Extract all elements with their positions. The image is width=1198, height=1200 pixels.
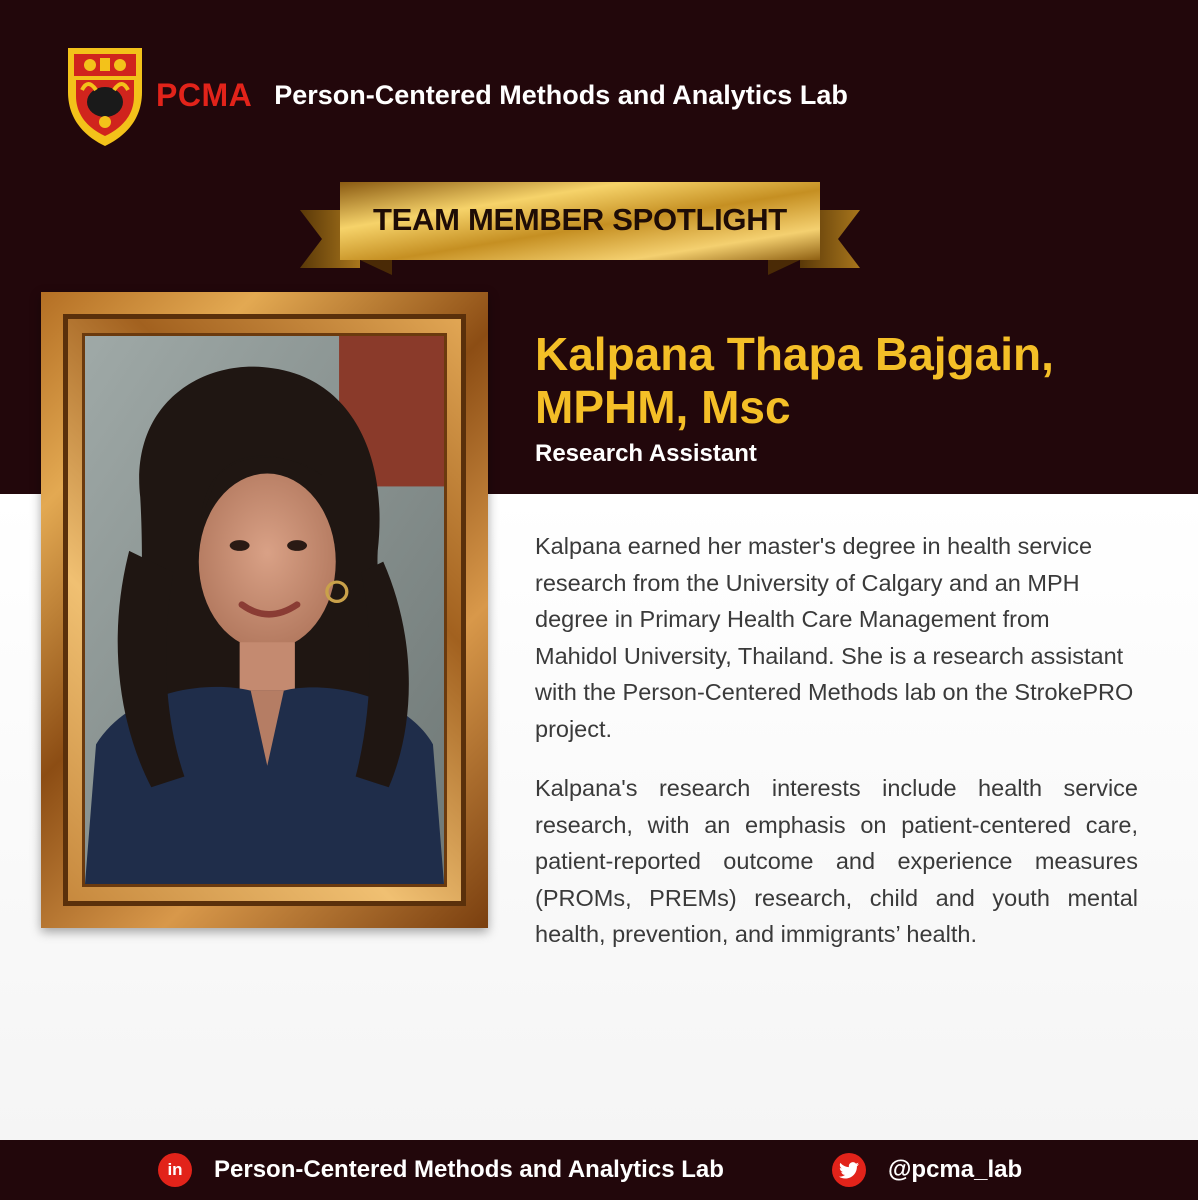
member-role: Research Assistant bbox=[535, 440, 757, 467]
twitter-label: @pcma_lab bbox=[888, 1156, 1023, 1183]
picture-frame bbox=[41, 292, 488, 928]
footer bbox=[0, 1140, 1198, 1200]
member-name-line1: Kalpana Thapa Bajgain, bbox=[535, 328, 1054, 380]
member-name bbox=[535, 328, 1155, 434]
linkedin-link[interactable] bbox=[158, 1140, 724, 1200]
linkedin-icon: in bbox=[158, 1153, 192, 1187]
bio-paragraph-2: Kalpana's research interests include health service research, with an emphasis on patient-centered care, patient-reported outcome and experience measures (PROMs, PREMs) research, child and youth mental health, prevention, and immigrants’ health. bbox=[535, 775, 1138, 947]
portrait-photo bbox=[82, 333, 447, 887]
linkedin-label: Person-Centered Methods and Analytics Lab bbox=[214, 1156, 724, 1183]
member-name-line2: MPHM, Msc bbox=[535, 381, 791, 433]
bio-paragraph-1: Kalpana earned her master's degree in health service research from the University of Calgary and an MPH degree in Primary Health Care Management from Mahidol University, Thailand. She is a research assistant with the Person-Centered Methods lab on the StrokePRO project. bbox=[535, 533, 1134, 742]
lab-title: Person-Centered Methods and Analytics Lab bbox=[274, 79, 848, 110]
university-crest-icon bbox=[60, 40, 150, 150]
twitter-link[interactable] bbox=[832, 1140, 1022, 1200]
picture-frame-inner bbox=[63, 314, 466, 906]
brand-name: PCMA bbox=[156, 76, 253, 113]
twitter-bird-icon bbox=[832, 1153, 866, 1187]
spotlight-banner bbox=[300, 180, 860, 280]
header bbox=[60, 40, 848, 150]
spotlight-banner-text: TEAM MEMBER SPOTLIGHT bbox=[373, 202, 787, 237]
